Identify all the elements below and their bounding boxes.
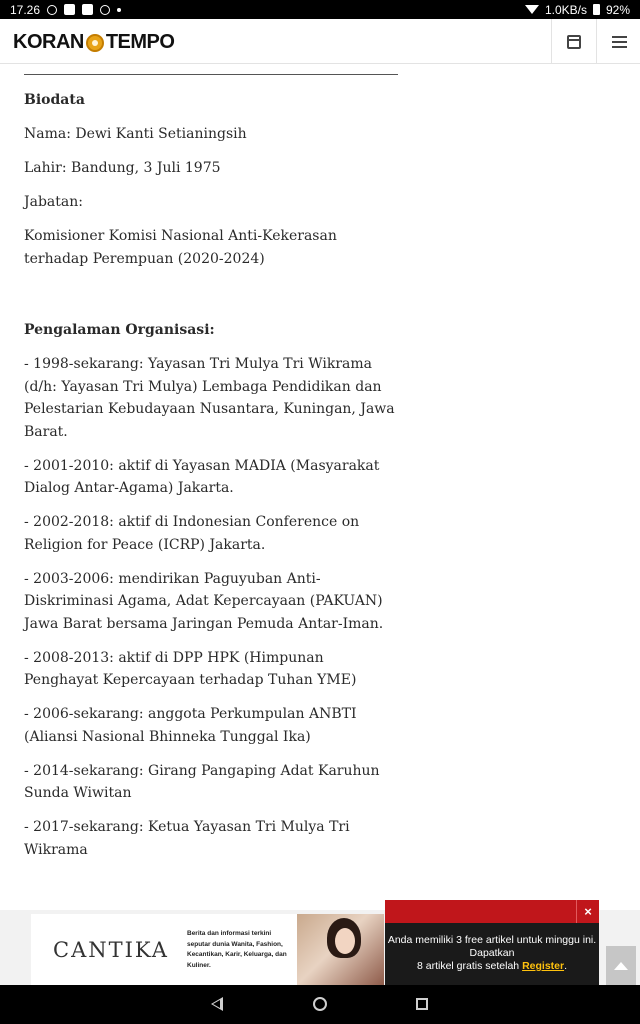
battery-icon [593, 4, 600, 15]
popup-line-1: Anda memiliki 3 free artikel untuk minggu ini. Dapatkan [387, 934, 597, 959]
cantika-model-photo [297, 914, 384, 985]
register-link[interactable]: Register [522, 960, 565, 972]
wifi-icon [525, 5, 539, 14]
notification-icon [82, 4, 93, 15]
organisasi-item: - 2008-2013: aktif di DPP HPK (Himpunan Penghayat Kepercayaan terhadap Tuhan YME) [24, 649, 357, 688]
flipboard-icon [64, 4, 75, 15]
calendar-icon [567, 35, 581, 49]
biodata-nama: Nama: Dewi Kanti Setianingsih [24, 126, 247, 142]
home-icon[interactable] [313, 997, 327, 1011]
status-bar [0, 0, 640, 19]
biodata-jabatan-value: Komisioner Komisi Nasional Anti-Kekerasan terhadap Perempuan (2020-2024) [24, 228, 337, 267]
cantika-description: Berita dan informasi terkini seputar dunia Wanita, Fashion, Kecantikan, Karir, Keluarga, dan Kuliner. [187, 930, 287, 969]
site-header [0, 19, 640, 64]
more-notifications-dot-icon [117, 8, 121, 12]
scroll-to-top-button[interactable] [606, 946, 636, 985]
menu-button[interactable] [596, 19, 640, 64]
chevron-up-icon [614, 962, 628, 970]
popup-message [385, 934, 599, 973]
back-icon[interactable] [211, 997, 223, 1011]
organisasi-item: - 1998-sekarang: Yayasan Tri Mulya Tri Wikrama (d/h: Yayasan Tri Mulya) Lembaga Pendidikan dan Pelestarian Kebudayaan Nusantara, Kuningan, Jawa Barat. [24, 356, 395, 440]
cantika-logo: CANTIKA [53, 938, 169, 962]
popup-close-button[interactable]: × [576, 900, 599, 923]
android-nav-bar [0, 985, 640, 1024]
instagram-icon [100, 5, 110, 15]
organisasi-item: - 2002-2018: aktif di Indonesian Conference on Religion for Peace (ICRP) Jakarta. [24, 514, 360, 553]
cantika-ad-banner[interactable] [31, 914, 384, 985]
hamburger-menu-icon [612, 36, 627, 48]
facebook-icon [47, 5, 57, 15]
biodata-heading: Biodata [24, 92, 85, 108]
battery-level: 92% [605, 2, 630, 17]
calendar-button[interactable] [551, 19, 596, 64]
organisasi-item: - 2014-sekarang: Girang Pangaping Adat Karuhun Sunda Wiwitan [24, 762, 380, 801]
status-time: 17.26 [10, 2, 41, 17]
model-face [335, 928, 355, 954]
biodata-jabatan-label: Jabatan: [24, 194, 83, 210]
organisasi-item: - 2006-sekarang: anggota Perkumpulan ANBTI (Aliansi Nasional Bhinneka Tunggal Ika) [24, 706, 357, 745]
organisasi-item: - 2017-sekarang: Ketua Yayasan Tri Mulya Tri Wikrama [24, 819, 350, 858]
article-body [24, 64, 400, 932]
free-article-popup [385, 900, 599, 986]
logo-text-left: KORAN [13, 31, 84, 53]
organisasi-item: - 2001-2010: aktif di Yayasan MADIA (Masyarakat Dialog Antar-Agama) Jakarta. [24, 457, 380, 496]
popup-header-bar [385, 900, 599, 923]
logo-text-right: TEMPO [105, 31, 175, 53]
biodata-lahir: Lahir: Bandung, 3 Juli 1975 [24, 160, 221, 176]
organisasi-item: - 2003-2006: mendirikan Paguyuban Anti-Diskriminasi Agama, Adat Kepercayaan (PAKUAN) Jawa Barat bersama Jaringan Pemuda Antar-Iman. [24, 570, 384, 632]
popup-line-2: 8 artikel gratis setelah [417, 960, 520, 972]
network-speed: 1.0KB/s [544, 2, 587, 17]
tempo-emblem-icon [86, 34, 104, 52]
site-logo[interactable] [13, 31, 174, 54]
recent-apps-icon[interactable] [416, 998, 428, 1010]
popup-period: . [564, 960, 567, 972]
organisasi-heading: Pengalaman Organisasi: [24, 322, 215, 338]
section-divider [24, 74, 398, 75]
